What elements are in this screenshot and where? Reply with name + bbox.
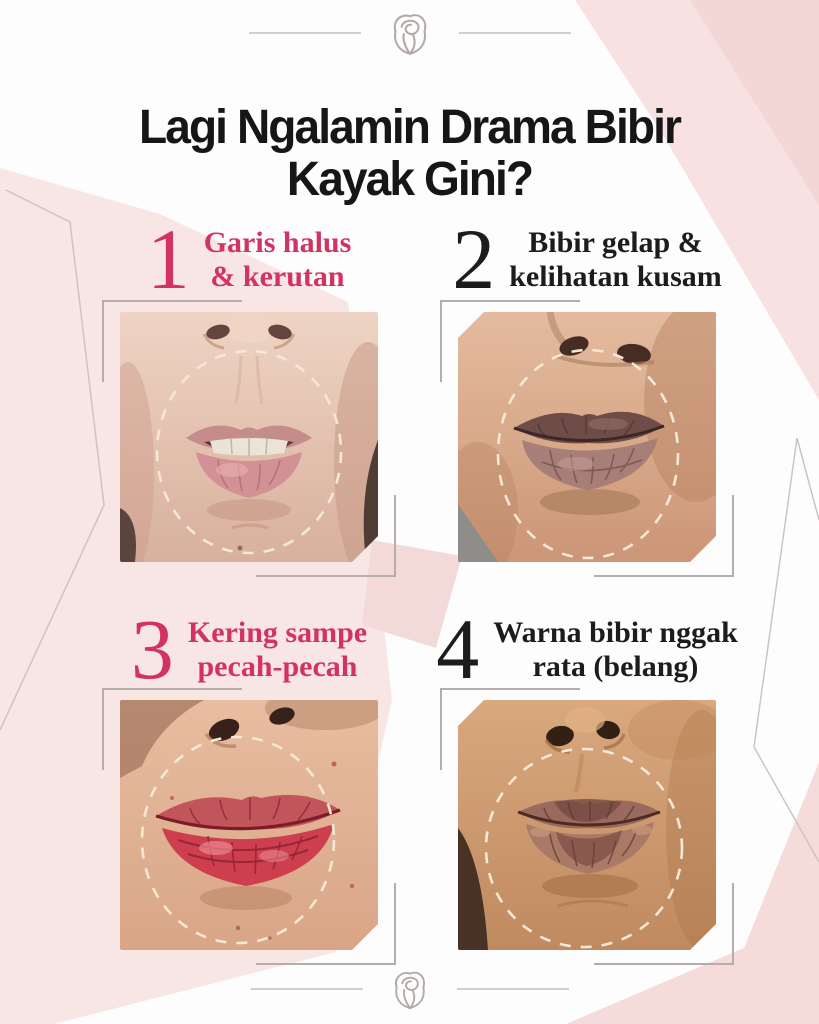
corner-bracket-icon	[102, 300, 242, 382]
corner-bracket-icon	[256, 883, 396, 965]
item-2-label-line-1: Bibir gelap &	[528, 226, 703, 260]
item-1-label-line-1: Garis halus	[203, 226, 352, 260]
item-3-label	[188, 616, 367, 683]
item-2-label-line-2: kelihatan kusam	[509, 260, 722, 293]
bottom-rose-divider	[251, 966, 569, 1012]
item-1-photo	[120, 312, 378, 562]
corner-bracket-icon	[594, 495, 734, 577]
item-1-label	[204, 226, 352, 293]
item-2-number: 2	[452, 211, 496, 308]
corner-bracket-icon	[256, 495, 396, 577]
corner-bracket-icon	[440, 688, 580, 770]
divider-line	[457, 988, 569, 990]
item-3-label-line-2: pecah-pecah	[197, 650, 358, 683]
item-3-photo	[120, 700, 378, 950]
corner-bracket-icon	[594, 883, 734, 965]
item-3-label-line-1: Kering sampe	[187, 616, 368, 650]
item-3-heading	[99, 601, 399, 698]
divider-line	[251, 988, 363, 990]
item-2-photo	[458, 312, 716, 562]
divider-line	[249, 32, 361, 34]
item-2-label	[509, 226, 722, 293]
rose-icon	[385, 8, 435, 58]
item-3-number: 3	[130, 601, 174, 698]
item-1-heading	[99, 211, 399, 308]
corner-bracket-icon	[102, 688, 242, 770]
item-4-number: 4	[436, 601, 480, 698]
page-title	[16, 102, 802, 205]
divider-line	[459, 32, 571, 34]
title-line-2: Kayak Gini?	[286, 152, 533, 206]
item-4-label	[493, 616, 738, 683]
item-4-label-line-1: Warna bibir nggak	[493, 616, 738, 650]
corner-bracket-icon	[440, 300, 580, 382]
item-2-heading	[422, 211, 752, 308]
rose-icon	[387, 966, 433, 1012]
top-rose-divider	[249, 8, 571, 58]
item-1-number: 1	[146, 211, 190, 308]
item-1-label-line-2: & kerutan	[210, 260, 345, 293]
item-4-label-line-2: rata (belang)	[532, 650, 699, 683]
item-4-heading	[422, 601, 752, 698]
title-line-1: Lagi Ngalamin Drama Bibir	[139, 101, 680, 155]
item-4-photo	[458, 700, 716, 950]
